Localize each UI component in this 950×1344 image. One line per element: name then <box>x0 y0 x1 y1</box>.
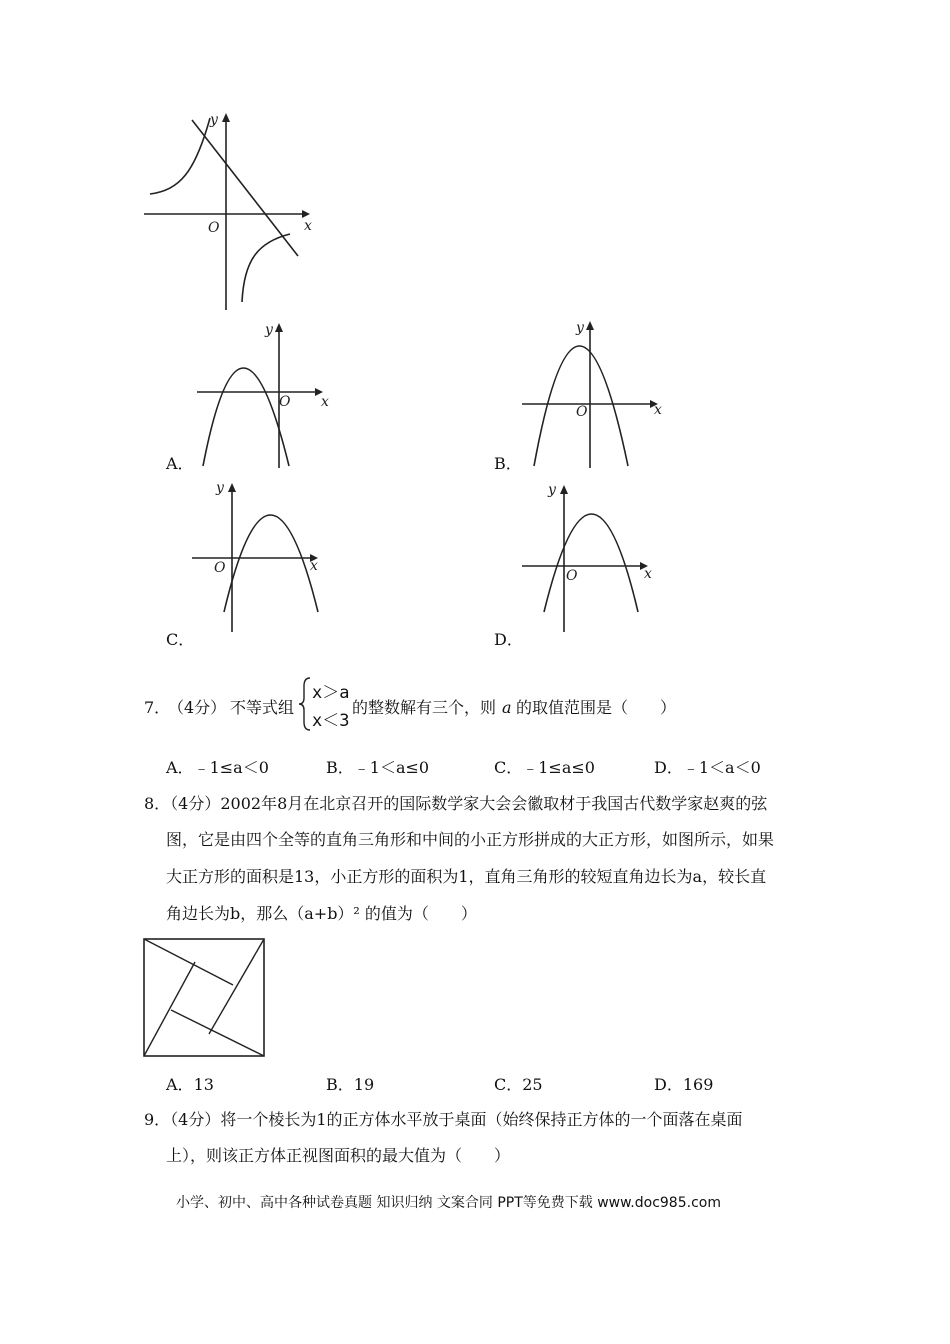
x-axis-arrow <box>302 210 310 218</box>
y-label: y <box>210 112 218 128</box>
q8-line-1: 8．（4分）2002年8月在北京召开的国际数学家大会会徽取材于我国古代数学家赵爽的弦 <box>144 794 768 813</box>
svg-text:O: O <box>279 394 291 410</box>
q7-option-a[interactable]: A．﹣1≤a＜0 <box>166 758 269 777</box>
q7-inequality-2: x＜3 <box>312 711 350 731</box>
q6-option-c[interactable]: C． <box>166 630 195 649</box>
parabola-a <box>203 368 289 466</box>
parabola-c <box>224 515 318 612</box>
figure-option-a <box>195 320 335 470</box>
q8-option-d[interactable]: D．169 <box>654 1075 714 1094</box>
svg-text:y: y <box>548 482 556 498</box>
q8-line-2: 图，它是由四个全等的直角三角形和中间的小正方形拼成的大正方形，如图所示，如果 <box>166 830 775 849</box>
svg-text:x: x <box>644 566 652 582</box>
q8-option-a[interactable]: A．13 <box>166 1075 214 1094</box>
q9-line-1: 9．（4分）将一个棱长为1的正方体水平放于桌面（始终保持正方体的一个面落在桌面 <box>144 1110 743 1129</box>
x-label: x <box>304 218 312 234</box>
q7-brace <box>298 676 312 732</box>
q6-option-a[interactable]: A． <box>166 454 194 473</box>
q7-option-b[interactable]: B．﹣1＜a≤0 <box>326 758 430 777</box>
svg-text:O: O <box>566 568 578 584</box>
q7-number: 7． <box>144 698 171 717</box>
origin-label: O <box>208 220 220 236</box>
svg-text:x: x <box>321 394 329 410</box>
svg-text:x: x <box>654 402 662 418</box>
q9-line-2: 上），则该正方体正视图面积的最大值为（ ） <box>166 1146 511 1165</box>
svg-text:y: y <box>576 320 584 336</box>
q6-option-d[interactable]: D． <box>494 630 523 649</box>
figure-hyperbola-line <box>140 110 320 310</box>
figure-option-b <box>520 318 670 473</box>
q7-score: （4分） <box>168 698 227 717</box>
hyperbola-branch-lower <box>242 234 290 302</box>
q8-line-4: 角边长为b，那么（a+b）² 的值为（ ） <box>166 904 477 923</box>
q8-option-c[interactable]: C．25 <box>494 1075 543 1094</box>
q8-option-b[interactable]: B．19 <box>326 1075 375 1094</box>
svg-text:x: x <box>310 558 318 574</box>
svg-text:O: O <box>576 404 588 420</box>
hyperbola-branch-upper <box>150 118 210 194</box>
q7-tail: 的取值范围是（ ） <box>516 698 677 717</box>
y-axis-arrow <box>222 113 230 122</box>
q7-option-d[interactable]: D．﹣1＜a＜0 <box>654 758 761 777</box>
svg-text:O: O <box>214 560 226 576</box>
q7-rest: 的整数解有三个，则 <box>352 698 497 717</box>
page-footer: 小学、初中、高中各种试卷真题 知识归纳 文案合同 PPT等免费下载 www.doc985.com <box>176 1195 721 1211</box>
figure-option-c <box>190 480 330 635</box>
q7-option-c[interactable]: C．﹣1≤a≤0 <box>494 758 595 777</box>
svg-text:y: y <box>216 480 224 496</box>
q6-option-b[interactable]: B． <box>494 454 522 473</box>
figure-option-d <box>520 482 660 637</box>
zhao-shuang-figure <box>143 938 265 1058</box>
svg-text:y: y <box>265 322 273 338</box>
q7-inequality-1: x＞a <box>312 683 350 703</box>
parabola-d <box>544 514 638 612</box>
q8-line-3: 大正方形的面积是13，小正方形的面积为1，直角三角形的较短直角边长为a，较长直 <box>166 867 767 886</box>
q7-var: a <box>502 698 512 717</box>
q7-lead: 不等式组 <box>230 698 295 717</box>
